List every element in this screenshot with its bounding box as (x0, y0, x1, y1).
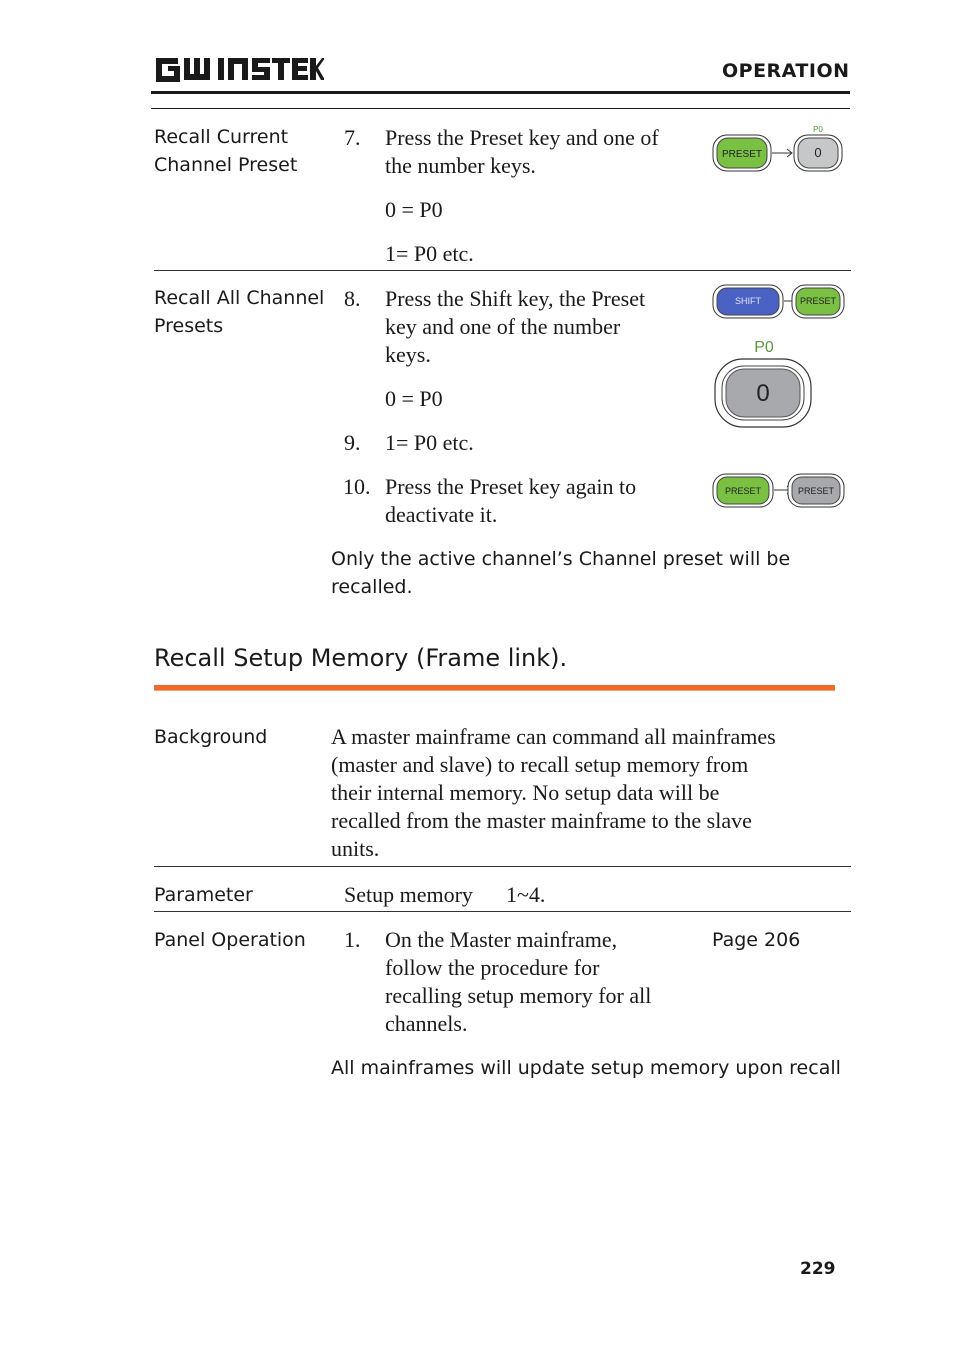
divider (154, 270, 851, 271)
recall-all-label: Recall All Channel Presets (154, 287, 325, 337)
page-number: 229 (800, 1259, 836, 1279)
background-text: A master mainframe can command all mainframes (master and slave) to recall setup memory from their internal memory. No setup data will be recalled from the master mainframe to the slave units. (331, 724, 776, 861)
p0-label: P0 (754, 339, 774, 356)
preset-key (713, 135, 771, 171)
step-number: 1. (344, 927, 361, 952)
preset-key-label: PRESET (797, 486, 835, 496)
shift-key-label: SHIFT (735, 296, 761, 306)
zero-key-label: 0 (814, 145, 822, 160)
header-rule-thin (151, 108, 850, 109)
step-number: 10. (343, 474, 371, 499)
preset-key-label: PRESET (799, 296, 837, 306)
preset-key-inactive (788, 474, 844, 507)
step-text: Press the Preset key and one of the number keys. (385, 125, 659, 178)
header-rule (151, 91, 850, 94)
shift-preset-key-diagram (710, 283, 846, 321)
parameter-label: Parameter (154, 884, 253, 906)
preset-zero-key-diagram (710, 122, 846, 174)
preset-key (792, 285, 844, 318)
preset-preset-key-diagram (710, 472, 846, 510)
shift-key (713, 285, 783, 318)
equation: 0 = P0 (385, 386, 443, 411)
parameter-range: 1~4. (506, 882, 546, 907)
note-text: Only the active channel’s Channel preset will be recalled. (331, 548, 791, 598)
step-text: Press the Shift key, the Preset key and one of the number keys. (385, 286, 646, 367)
step-number: 7. (344, 125, 361, 150)
step-number: 8. (344, 286, 361, 311)
page-reference-link[interactable]: Page 206 (712, 929, 801, 951)
heading-underline (154, 685, 835, 691)
step-number: 9. (344, 430, 361, 455)
background-label: Background (154, 726, 268, 748)
step-text: Press the Preset key again to deactivate it. (385, 474, 637, 527)
equation: 0 = P0 (385, 197, 443, 222)
note-text: All mainframes will update setup memory upon recall (331, 1057, 841, 1079)
zero-key (715, 359, 811, 427)
section-title: OPERATION (722, 60, 850, 82)
p0-label: P0 (813, 125, 823, 134)
step-text: 1= P0 etc. (385, 430, 474, 455)
equation: 1= P0 etc. (385, 241, 474, 266)
gw-instek-logo (154, 52, 324, 86)
parameter-text: Setup memory (344, 882, 473, 907)
panel-operation-label: Panel Operation (154, 929, 306, 951)
divider (154, 866, 851, 867)
step-text: On the Master mainframe, follow the procedure for recalling setup memory for all channels. (385, 927, 652, 1036)
section-heading: Recall Setup Memory (Frame link). (154, 644, 568, 672)
zero-key-label: 0 (756, 380, 770, 407)
preset-key-active (713, 474, 773, 507)
preset-key-label: PRESET (721, 149, 763, 160)
preset-key-label: PRESET (724, 486, 762, 496)
recall-current-label: Recall Current Channel Preset (154, 126, 298, 176)
divider (154, 911, 851, 912)
big-zero-key-diagram (712, 337, 816, 431)
zero-key (794, 135, 842, 171)
